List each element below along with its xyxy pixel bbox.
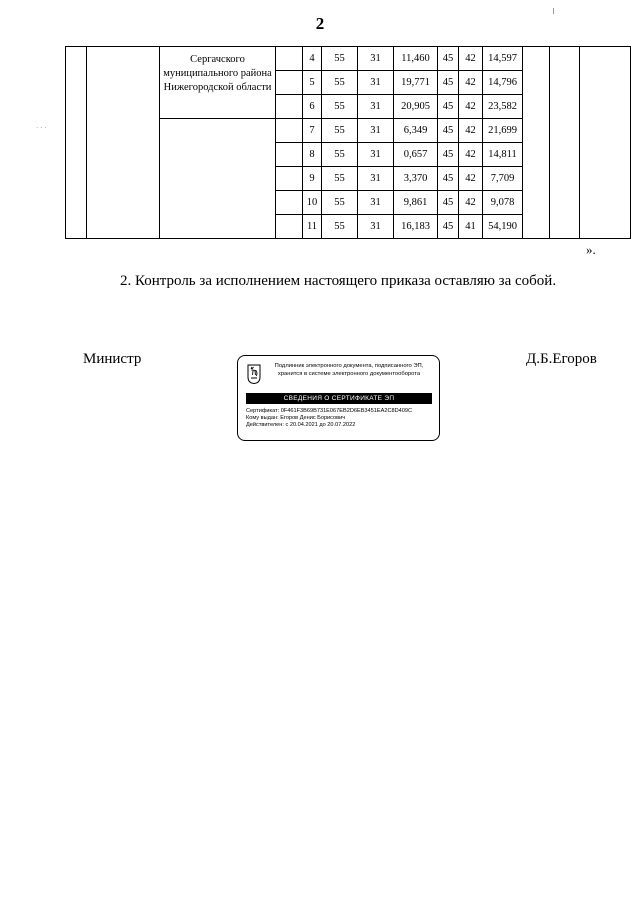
table-cell: 16,183	[394, 215, 438, 239]
table-cell: 45	[438, 71, 459, 95]
table-cell: 31	[358, 167, 394, 191]
table-cell: 42	[459, 143, 483, 167]
table-cell: 42	[459, 167, 483, 191]
scan-noise: · · ·	[36, 124, 47, 132]
table-cell: 7	[303, 119, 322, 143]
stamp-header-line: хранится в системе электронного документооборота	[277, 370, 421, 377]
data-table	[65, 46, 631, 239]
table-cell: 55	[322, 95, 358, 119]
empty-cell	[276, 71, 303, 95]
table-cell: 14,597	[483, 47, 523, 71]
table-cell: 42	[459, 47, 483, 71]
page-number: 2	[315, 14, 325, 33]
table-cell: 42	[459, 71, 483, 95]
table-cell: 55	[322, 167, 358, 191]
table-cell: 41	[459, 215, 483, 239]
table-cell: 45	[438, 215, 459, 239]
table-cell: 11	[303, 215, 322, 239]
table-cell: 42	[459, 191, 483, 215]
table-cell: 55	[322, 191, 358, 215]
empty-cell	[87, 47, 160, 239]
table-cell: 45	[438, 191, 459, 215]
table-cell: 42	[459, 119, 483, 143]
region-cell: Сергачского муниципального района Нижегородской области	[160, 47, 276, 119]
signer-name: Д.Б.Егоров	[526, 351, 597, 367]
table-cell: 55	[322, 71, 358, 95]
stamp-title-bar: СВЕДЕНИЯ О СЕРТИФИКАТЕ ЭП	[246, 393, 432, 404]
table-cell: 45	[438, 47, 459, 71]
table-cell: 55	[322, 143, 358, 167]
e-signature-stamp	[237, 355, 440, 441]
table-cell: 9,861	[394, 191, 438, 215]
stamp-issued-to: Кому выдан: Егоров Денис Борисович	[246, 415, 346, 422]
table-cell: 21,699	[483, 119, 523, 143]
stamp-certificate: Сертификат: 0F461F3B69B731E067EB2D6EB3451EA2C8D409C	[246, 408, 413, 414]
table-cell: 6	[303, 95, 322, 119]
table-cell: 23,582	[483, 95, 523, 119]
table-cell: 45	[438, 167, 459, 191]
table-cell: 9,078	[483, 191, 523, 215]
closing-quote: ».	[586, 242, 596, 257]
table-cell: 31	[358, 119, 394, 143]
signer-position: Министр	[83, 351, 142, 367]
table-cell: 14,811	[483, 143, 523, 167]
empty-cell	[550, 47, 580, 239]
order-paragraph: 2. Контроль за исполнением настоящего приказа оставляю за собой.	[120, 273, 557, 289]
empty-cell	[276, 143, 303, 167]
table-cell: 55	[322, 215, 358, 239]
table-cell: 42	[459, 95, 483, 119]
deer-emblem-icon	[247, 364, 261, 384]
stamp-details	[246, 408, 412, 430]
table-cell: 11,460	[394, 47, 438, 71]
table-cell: 45	[438, 143, 459, 167]
empty-cell	[66, 47, 87, 239]
stamp-header	[264, 363, 434, 378]
table-cell: 31	[358, 143, 394, 167]
table-cell: 9	[303, 167, 322, 191]
table-cell: 3,370	[394, 167, 438, 191]
table-cell: 31	[358, 95, 394, 119]
empty-cell	[523, 47, 550, 239]
table-cell: 6,349	[394, 119, 438, 143]
region-cell-continued	[160, 119, 276, 239]
table-cell: 54,190	[483, 215, 523, 239]
empty-cell	[276, 215, 303, 239]
table-cell: 20,905	[394, 95, 438, 119]
empty-cell	[276, 119, 303, 143]
table-cell: 10	[303, 191, 322, 215]
table-cell: 31	[358, 71, 394, 95]
table-cell: 31	[358, 47, 394, 71]
table-cell: 4	[303, 47, 322, 71]
table-cell: 8	[303, 143, 322, 167]
table-cell: 31	[358, 215, 394, 239]
table-cell: 0,657	[394, 143, 438, 167]
table-cell: 19,771	[394, 71, 438, 95]
table-cell: 7,709	[483, 167, 523, 191]
stamp-header-line: Подлинник электронного документа, подписанного ЭП,	[274, 363, 424, 369]
table-cell: 45	[438, 119, 459, 143]
table-cell: 55	[322, 47, 358, 71]
table-cell: 45	[438, 95, 459, 119]
empty-cell	[580, 47, 631, 239]
table-cell: 5	[303, 71, 322, 95]
stamp-validity: Действителен: с 20.04.2021 до 20.07.2022	[246, 422, 356, 429]
empty-cell	[276, 167, 303, 191]
table-cell: 55	[322, 119, 358, 143]
empty-cell	[276, 95, 303, 119]
table-row	[66, 47, 631, 71]
table-cell: 31	[358, 191, 394, 215]
empty-cell	[276, 191, 303, 215]
table-cell: 14,796	[483, 71, 523, 95]
empty-cell	[276, 47, 303, 71]
